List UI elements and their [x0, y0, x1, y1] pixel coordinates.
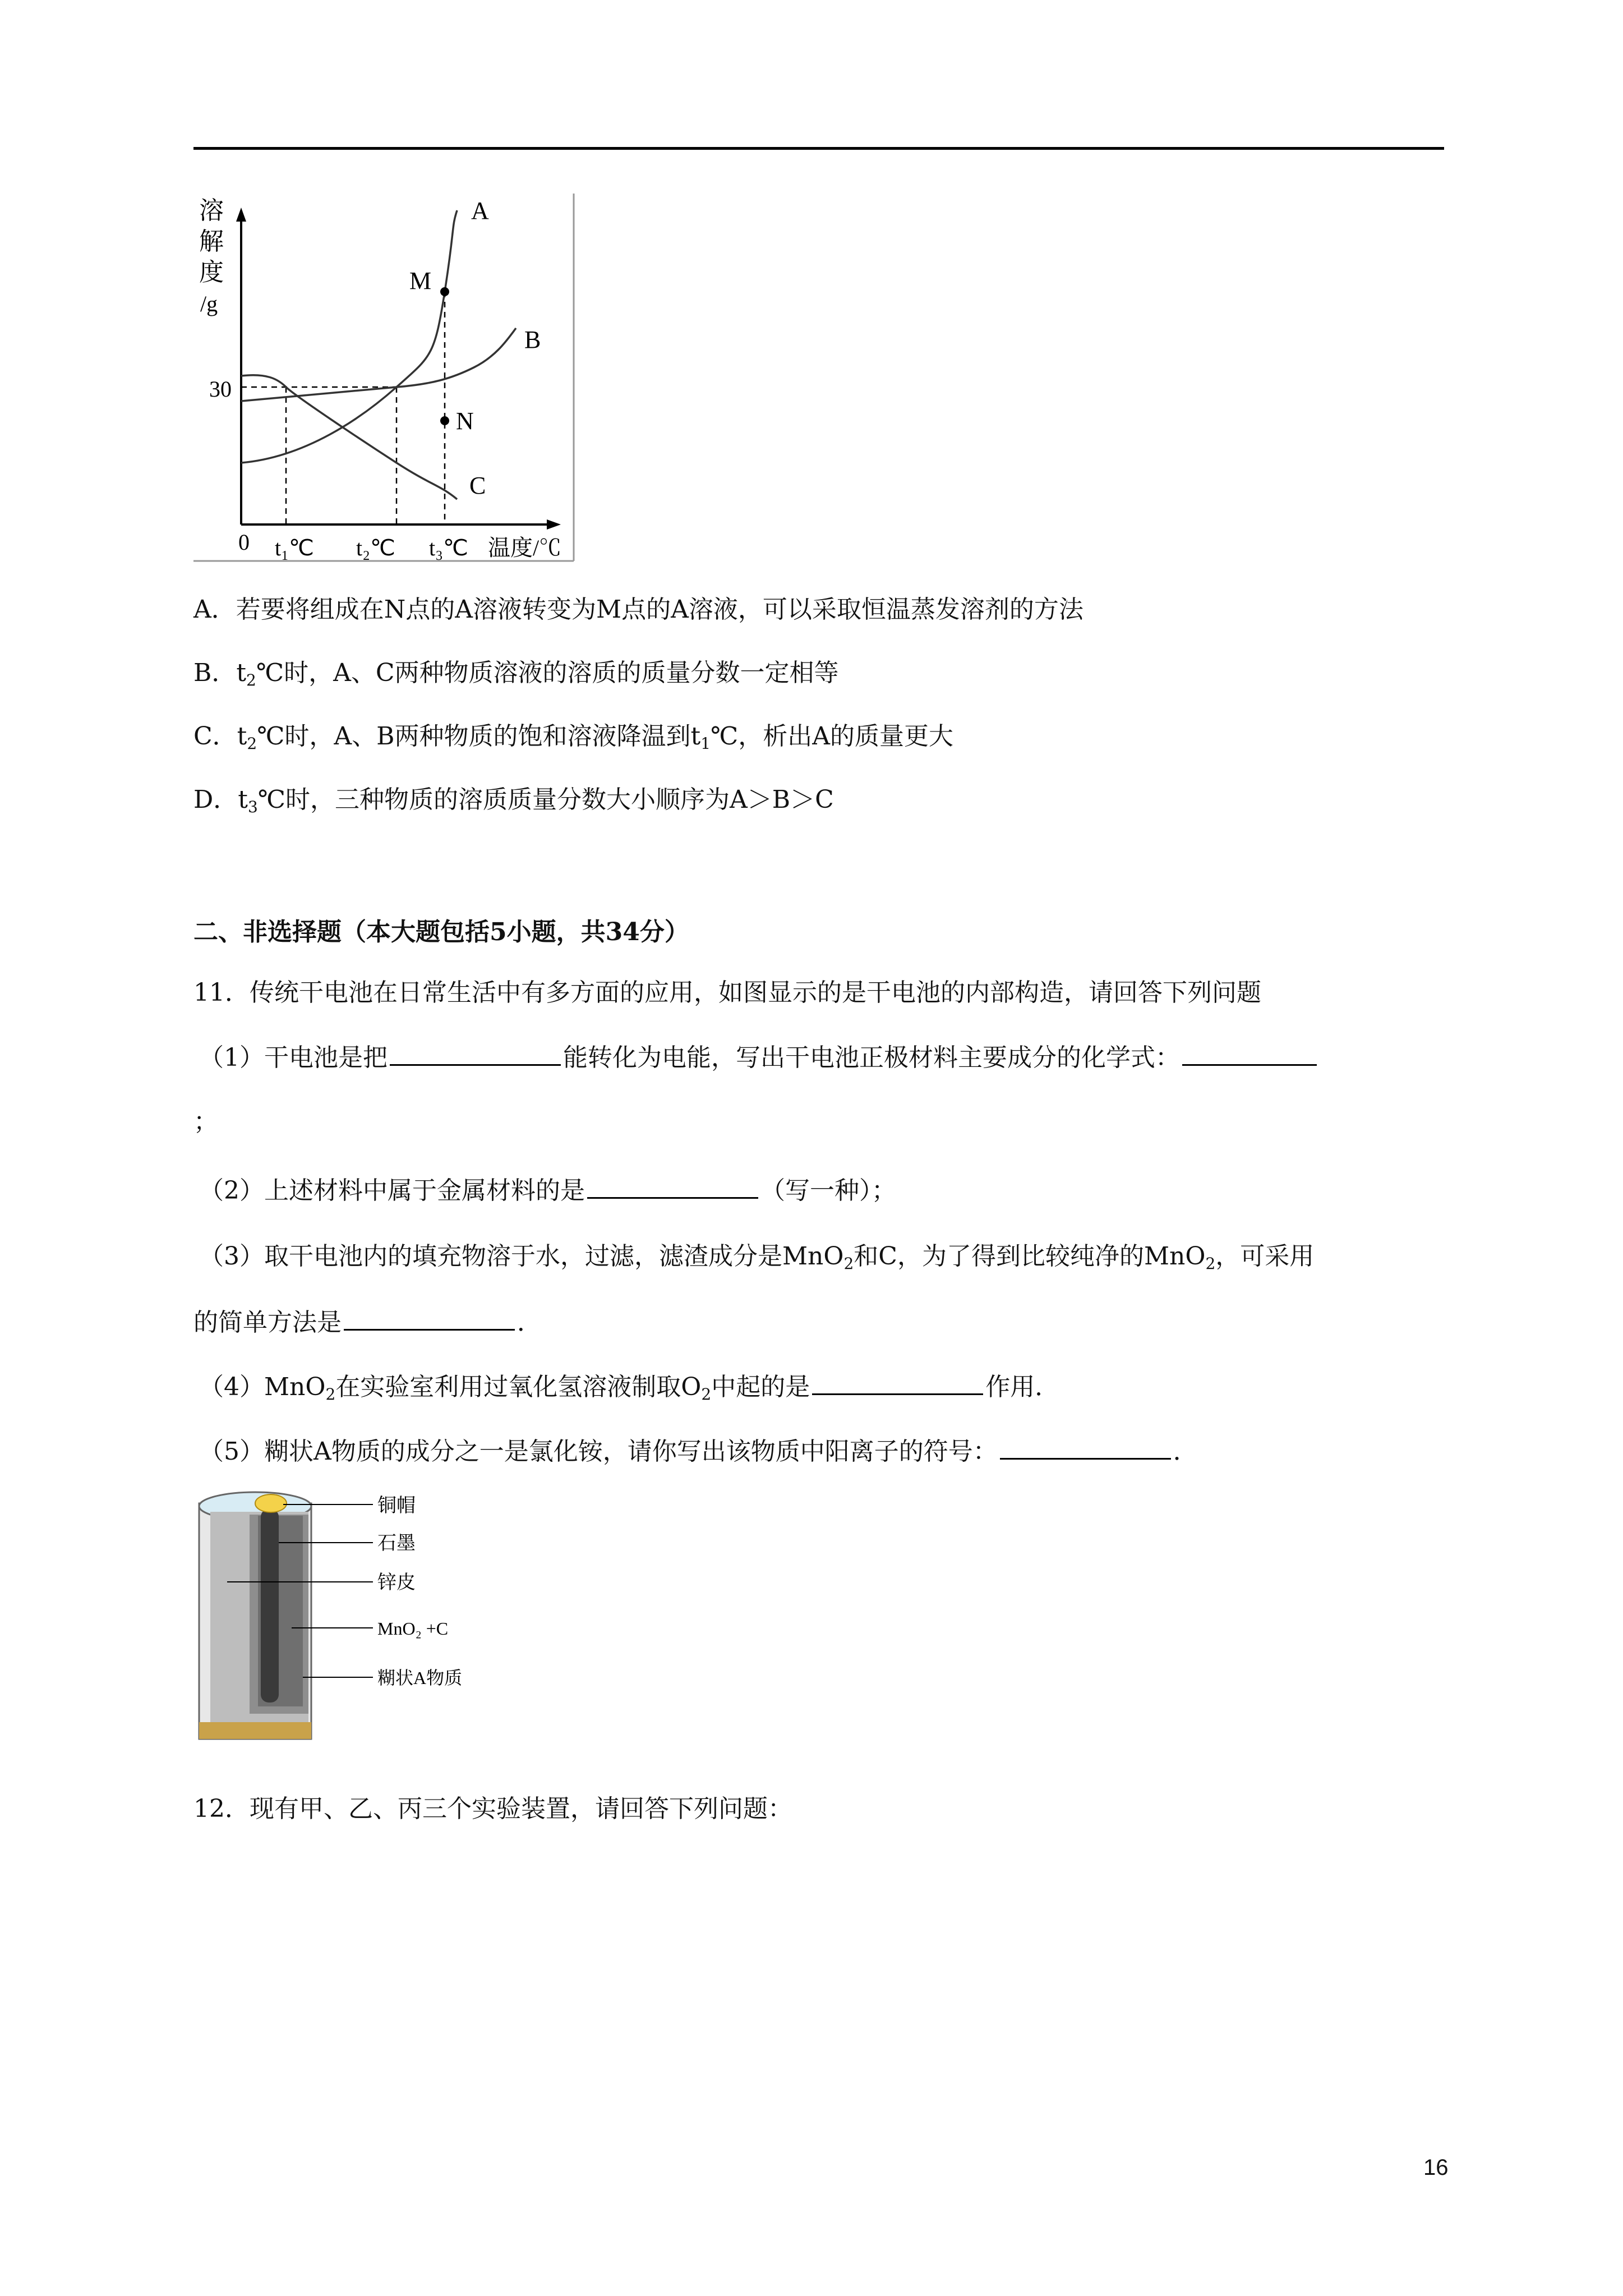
label-paste: 糊状A物质 — [377, 1668, 463, 1688]
option-b: B．$t_2℃$时，A、C两种物质溶液的溶质的质量分数一定相等 — [193, 659, 839, 689]
answer-blank-6[interactable] — [1000, 1433, 1171, 1460]
y-tick-30: 30 — [209, 376, 232, 402]
curve-label-c: C — [469, 472, 486, 499]
ylabel-char-1: 溶 — [199, 197, 224, 224]
q11-part1: （1）干电池是把 能转化为电能，写出干电池正极材料主要成分的化学式： — [199, 1039, 1319, 1075]
header-rule — [193, 147, 1444, 150]
answer-blank-2[interactable] — [1182, 1039, 1317, 1066]
page-number: 16 — [1423, 2155, 1449, 2180]
q12-stem: 12．现有甲、乙、丙三个实验装置，请回答下列问题： — [193, 1795, 792, 1823]
x-tick-t2: t₂℃ — [356, 535, 395, 560]
x-tick-t1: t₁℃ — [275, 535, 314, 560]
point-n — [440, 416, 449, 425]
option-c: C．$t_2℃$时，A、B两种物质的饱和溶液降温到$t_1℃$，析出A的质量更大 — [193, 722, 954, 753]
answer-blank-3[interactable] — [587, 1172, 758, 1199]
label-mno2: MnO₂ +C — [377, 1618, 449, 1639]
option-d: D．$t_3℃$时，三种物质的溶质质量分数大小顺序为A＞B＞C — [193, 785, 834, 816]
curve-label-b: B — [524, 326, 541, 353]
label-graphite: 石墨 — [377, 1533, 416, 1554]
ylabel-char-3: 度 — [199, 259, 224, 286]
curve-b — [241, 328, 516, 401]
point-m — [440, 287, 449, 296]
solubility-chart — [193, 194, 578, 564]
curve-label-a: A — [471, 197, 489, 224]
q11-part2: （2）上述材料中属于金属材料的是 （写一种）； — [199, 1172, 896, 1208]
curve-c — [241, 375, 457, 499]
origin-label: 0 — [238, 530, 250, 555]
point-label-m: M — [409, 267, 432, 295]
curve-a — [241, 210, 457, 463]
graphite-rod — [261, 1509, 279, 1703]
ylabel-char-4: /g — [200, 291, 218, 316]
label-copper-cap: 铜帽 — [377, 1496, 416, 1516]
ylabel-char-2: 解 — [199, 228, 224, 255]
q11-part4: （4）MnO$_2$在实验室利用过氧化氢溶液制取$O_2$中起的是 作用． — [199, 1369, 1059, 1411]
q11-part3-cont: 的简单方法是 ． — [193, 1304, 542, 1340]
answer-blank-4[interactable] — [344, 1304, 515, 1331]
x-axis-label: 温度/℃ — [488, 535, 562, 560]
q11-part1-end: ； — [193, 1107, 218, 1136]
q11-stem: 11．传统干电池在日常生活中有多方面的应用，如图显示的是干电池的内部构造，请回答下列问题 — [193, 978, 1261, 1007]
answer-blank-5[interactable] — [812, 1369, 983, 1395]
q11-part3: （3）取干电池内的填充物溶于水，过滤，滤渣成分是MnO$_2$和C，为了得到比较纯净的MnO$_2$，可采用 — [199, 1242, 1315, 1273]
battery-bottom-ring — [199, 1722, 311, 1739]
copper-cap — [255, 1494, 287, 1512]
q11-part5: （5）糊状A物质的成分之一是氯化铵，请你写出该物质中阳离子的符号： ． — [199, 1433, 1198, 1469]
x-tick-t3: t₃℃ — [429, 535, 468, 560]
y-axis-arrow — [236, 208, 246, 222]
option-a: A．若要将组成在N点的A溶液转变为M点的A溶液，可以采取恒温蒸发溶剂的方法 — [193, 595, 1083, 624]
x-axis-arrow — [547, 519, 561, 530]
label-zinc: 锌皮 — [377, 1572, 416, 1593]
point-label-n: N — [456, 407, 474, 435]
answer-blank-1[interactable] — [390, 1039, 561, 1066]
section-title: 二、非选择题（本大题包括5小题，共34分） — [193, 918, 689, 946]
battery-diagram — [193, 1481, 482, 1745]
